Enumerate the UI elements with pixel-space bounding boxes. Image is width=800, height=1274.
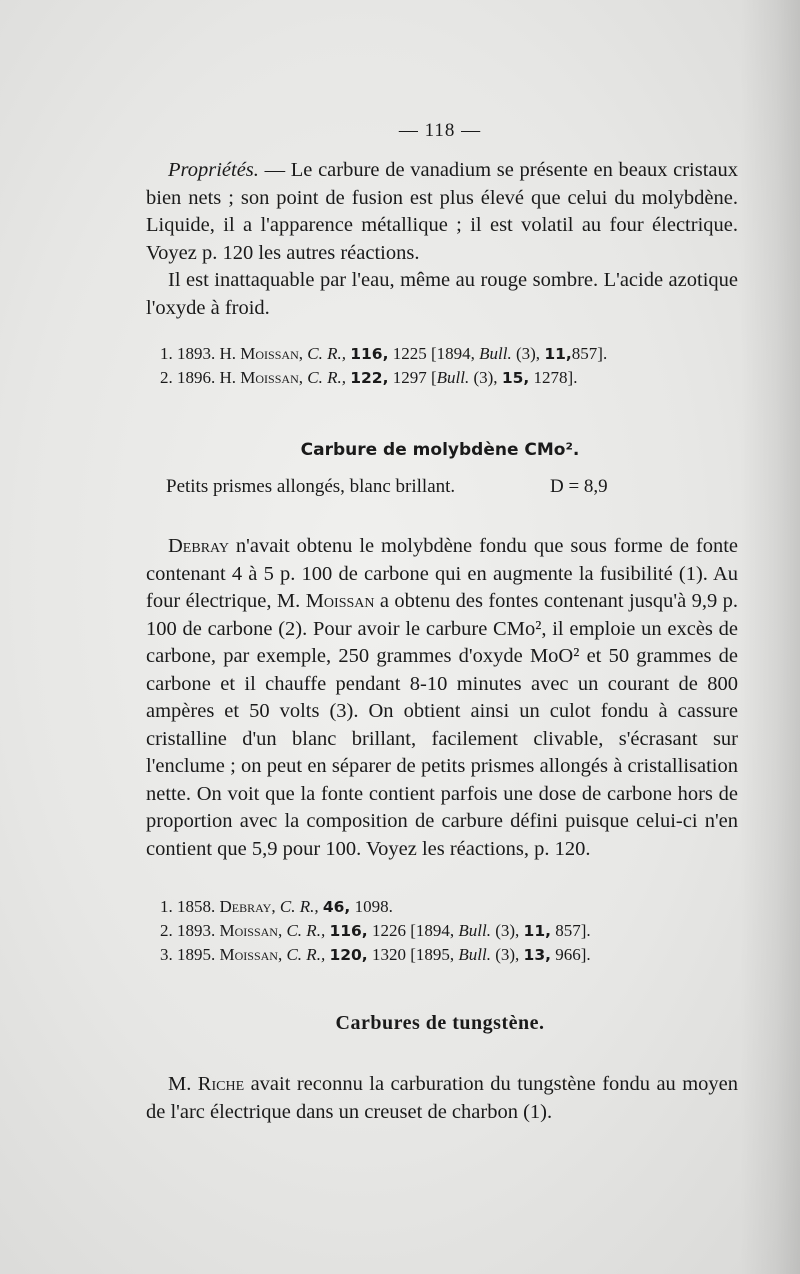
tungsten-intro: M.	[168, 1073, 192, 1095]
ref-volume: 116,	[329, 922, 368, 940]
reference-item	[160, 919, 740, 943]
molybdenum-density: D = 8,9	[550, 476, 608, 497]
ref-page-2: 1278].	[533, 368, 578, 387]
ref-series: (3),	[515, 344, 541, 363]
reference-item	[160, 342, 740, 366]
ref-number: 1. 1858.	[160, 897, 216, 916]
vanadium-references	[160, 342, 740, 390]
ref-number: 2. 1896.	[160, 368, 216, 387]
ref-journal: C. R.,	[286, 945, 326, 964]
ref-journal: C. R.,	[307, 368, 346, 387]
tungsten-body	[146, 1071, 738, 1126]
author-debray: Debray	[168, 535, 229, 557]
molybdenum-text-a: n'avait obtenu le molybdène fondu que sous forme de fonte contenant 4 à 5 p. 100 de carbone qui en augmente la fusibilité (1). Au four électrique, M.	[146, 535, 739, 612]
molybdenum-properties: Petits prismes allongés, blanc brillant.	[166, 476, 456, 497]
ref-author: Moissan,	[219, 921, 283, 940]
ref-page-2: 857].	[555, 921, 591, 940]
ref-journal: C. R.,	[279, 897, 319, 916]
ref-page: 1098.	[354, 897, 393, 916]
molybdenum-properties-line	[166, 476, 636, 498]
ref-author: Debray,	[219, 897, 276, 916]
ref-bull: Bull.	[458, 921, 491, 940]
ref-page: 1320 [1895,	[371, 945, 455, 964]
ref-volume-2: 15,	[501, 369, 530, 387]
ref-volume-2: 13,	[523, 946, 552, 964]
ref-page: 1297 [	[392, 368, 437, 387]
ref-journal: C. R.,	[286, 921, 326, 940]
molybdenum-heading: Carbure de molybdène CMo².	[300, 440, 580, 460]
page-number: — 118 —	[398, 120, 482, 141]
ref-page: 1226 [1894,	[371, 921, 455, 940]
ref-page-2: 966].	[555, 945, 591, 964]
ref-number: 2. 1893.	[160, 921, 216, 940]
ref-author: Moissan,	[219, 945, 283, 964]
ref-series: (3),	[495, 921, 520, 940]
properties-text: — Le carbure de vanadium se présente en beaux cristaux bien nets ; son point de fusion est plus élevé que celui du molybdène. Liquide, il a l'apparence métallique ; il est volatil au four électrique. Voyez p. 120 les autres réactions.	[146, 159, 739, 264]
ref-series: (3),	[473, 368, 498, 387]
tungsten-heading: Carbures de tungstène.	[335, 1012, 545, 1034]
tungsten-text: avait reconnu la carburation du tungstène fondu au moyen de l'arc électrique dans un creuset de charbon (1).	[146, 1073, 739, 1123]
ref-number: 3. 1895.	[160, 945, 216, 964]
page-edge-shadow	[740, 0, 800, 1274]
vanadium-properties-paragraph	[146, 157, 738, 267]
properties-label: Propriétés.	[168, 159, 259, 181]
vanadium-section	[146, 157, 738, 322]
ref-volume: 120,	[329, 946, 368, 964]
reference-item	[160, 366, 740, 390]
ref-number: 1. 1893.	[160, 344, 216, 363]
ref-page: 1225 [1894,	[392, 344, 475, 363]
ref-journal: C. R.,	[307, 344, 346, 363]
vanadium-water-paragraph: Il est inattaquable par l'eau, même au rouge sombre. L'acide azotique l'oxyde à froid.	[146, 269, 738, 319]
ref-volume: 116,	[350, 345, 389, 363]
molybdenum-paragraph	[146, 533, 738, 863]
author-riche: Riche	[197, 1073, 245, 1095]
ref-bull: Bull.	[436, 368, 470, 387]
molybdenum-text-b: a obtenu des fontes contenant jusqu'à 9,9 p. 100 de carbone (2). Pour avoir le carbure CMo², il emploie un excès de carbone, par exemple, 250 grammes d'oxyde MoO² et 50 grammes de carbone et il chauffe pendant 8-10 minutes avec un courant de 800 ampères et 50 volts (3). On obtient ainsi un culot fondu à cassure cristalline d'un blanc brillant, facilement clivable, s'écrasant sur l'enclume ; on peut en séparer de petits prismes allongés à cristallisation nette. On voit que la fonte contient parfois une dose de carbone hors de proportion avec la composition de carbure défini puisque celui-ci n'en contient que 5,9 pour 100. Voyez les réactions, p. 120.	[146, 590, 739, 860]
ref-series: (3),	[495, 945, 520, 964]
ref-volume-2: 11,	[544, 345, 572, 363]
reference-item	[160, 943, 740, 967]
ref-author: H. Moissan,	[219, 368, 303, 387]
author-moissan: Moissan	[305, 590, 375, 612]
ref-volume: 46,	[322, 898, 351, 916]
ref-bull: Bull.	[458, 945, 491, 964]
reference-item	[160, 895, 740, 919]
molybdenum-references	[160, 895, 740, 967]
ref-author: H. Moissan,	[219, 344, 303, 363]
tungsten-paragraph	[146, 1071, 738, 1126]
molybdenum-body	[146, 533, 738, 863]
ref-page-2: 857].	[571, 344, 608, 363]
ref-volume: 122,	[350, 369, 389, 387]
ref-bull: Bull.	[479, 344, 512, 363]
ref-volume-2: 11,	[523, 922, 552, 940]
